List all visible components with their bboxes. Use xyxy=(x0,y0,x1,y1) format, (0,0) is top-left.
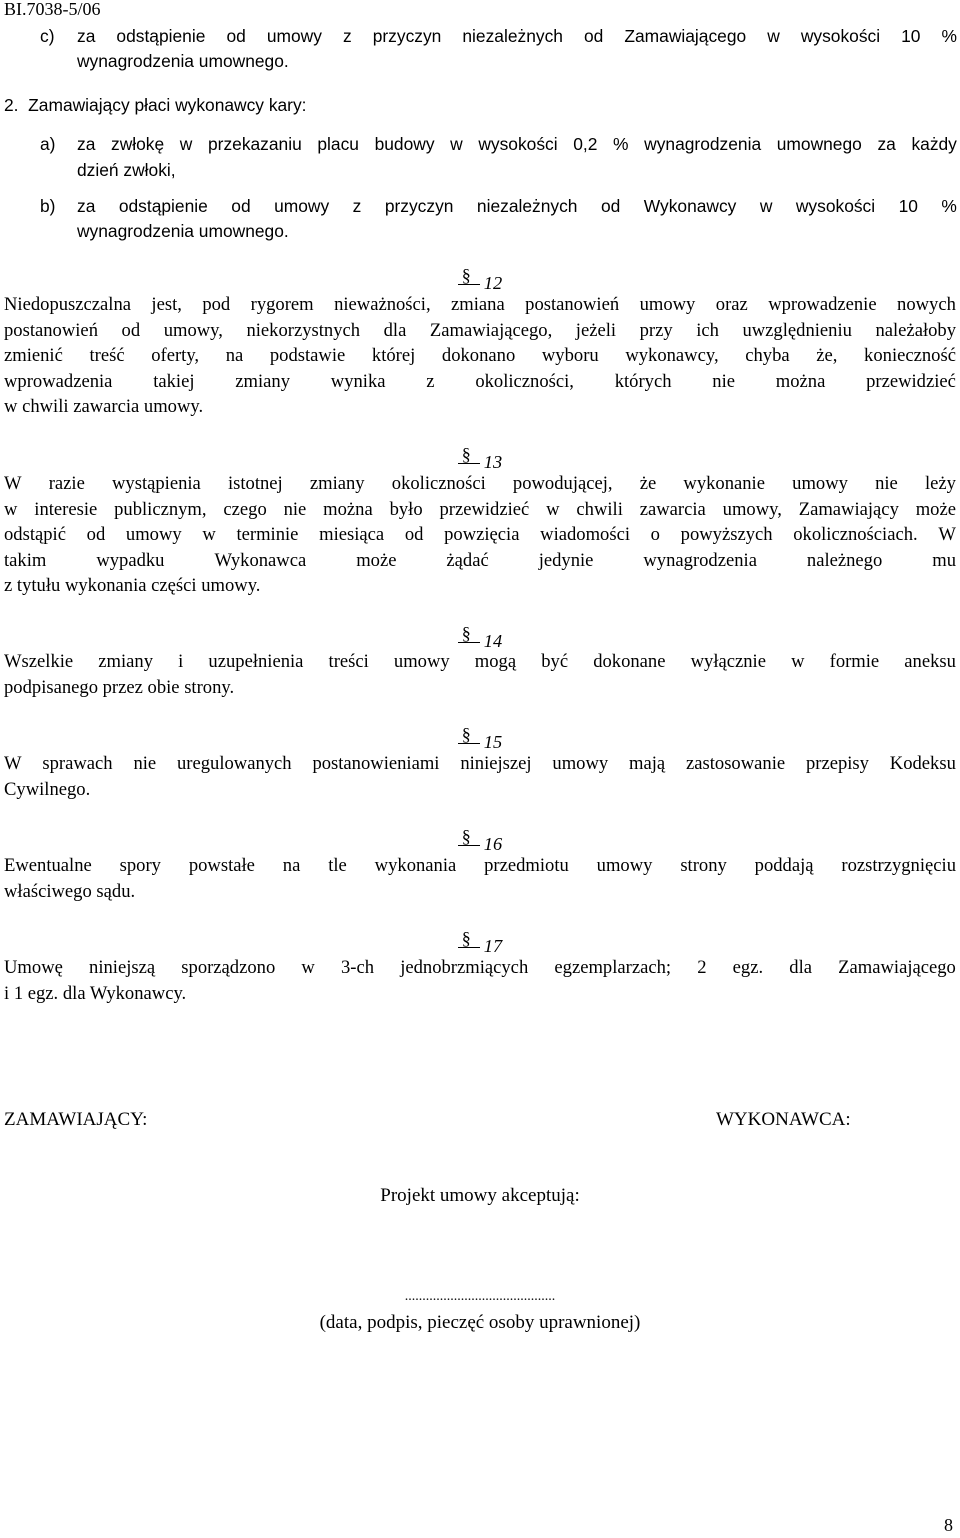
word: przyczyn xyxy=(384,196,454,216)
word: za xyxy=(77,196,96,216)
word: leży xyxy=(924,473,956,494)
word: umowy xyxy=(266,26,322,46)
section-14-last-line: podpisanego przez obie strony. xyxy=(4,676,235,698)
item-a-line-2: dzień zwłoki, xyxy=(77,160,176,180)
word: niniejszą xyxy=(89,957,156,978)
word: dokonane xyxy=(593,651,666,672)
word: 0,2 xyxy=(573,134,598,154)
word: może xyxy=(356,549,397,571)
word: z xyxy=(352,196,362,216)
section-13-line-4 xyxy=(4,548,956,574)
section-14-line-1 xyxy=(4,649,956,675)
word: z xyxy=(342,26,352,46)
word: takim xyxy=(4,549,47,571)
section-sign-icon xyxy=(458,447,480,464)
word: aneksu xyxy=(904,651,956,672)
word: uzupełnienia xyxy=(208,651,304,672)
word: Zamawiającego xyxy=(624,26,747,46)
item-a-label: a) xyxy=(40,134,56,154)
section-12-line-2 xyxy=(4,318,956,344)
word: 10 xyxy=(898,196,918,216)
word: można xyxy=(775,370,826,392)
word: że xyxy=(639,473,657,494)
word: egz. xyxy=(732,957,764,978)
word: rygorem xyxy=(250,294,314,315)
word: której xyxy=(371,345,416,367)
word: od xyxy=(600,196,621,216)
word: zmienić xyxy=(4,345,63,367)
signature-caption: (data, podpis, pieczęć osoby uprawnionej) xyxy=(319,1312,641,1333)
section-15-last-line: Cywilnego. xyxy=(4,778,91,800)
word: w xyxy=(767,26,780,46)
word: % xyxy=(941,196,957,216)
word: uregulowanych xyxy=(176,753,292,774)
word: w xyxy=(301,957,315,978)
word: przewidzieć xyxy=(866,370,956,392)
word: publicznym, xyxy=(114,498,207,520)
word: mogą xyxy=(474,651,517,672)
section-15-line-1 xyxy=(4,751,956,777)
word: można xyxy=(323,498,373,520)
word: wprowadzenia xyxy=(4,370,113,392)
signature-dots: ........................................... xyxy=(404,1289,556,1304)
word: wykonanie xyxy=(683,473,765,494)
word: wysokości xyxy=(795,196,876,216)
word: zmiany xyxy=(309,473,365,494)
word: zmiany xyxy=(98,651,154,672)
word: niezależnych xyxy=(476,196,578,216)
section-number: 14 xyxy=(483,631,503,651)
word: tle xyxy=(328,855,347,876)
section-13-line-2 xyxy=(4,497,956,523)
word: należałoby xyxy=(875,319,956,341)
word: jednobrzmiących xyxy=(400,957,529,978)
word: miesiąca xyxy=(319,524,385,546)
word: Kodeksu xyxy=(889,753,956,774)
word: wiadomości xyxy=(540,524,630,546)
section-number: 16 xyxy=(483,834,503,854)
word: niekorzystnych xyxy=(246,319,361,341)
word: Umowę xyxy=(4,957,63,978)
word: oferty, xyxy=(151,345,200,367)
section-number: 17 xyxy=(483,936,503,956)
section-sign-icon xyxy=(458,268,480,285)
word: chyba xyxy=(745,345,790,367)
word: interesie xyxy=(34,498,98,520)
word: treści xyxy=(328,651,369,672)
word: powzięcia xyxy=(444,524,520,546)
word: Wszelkie xyxy=(4,651,74,672)
word: przepisy xyxy=(805,753,869,774)
item-b-label: b) xyxy=(40,196,56,216)
word: okoliczności xyxy=(391,473,486,494)
word: Ewentualne xyxy=(4,855,92,876)
word: egzemplarzach; xyxy=(554,957,672,978)
word: umowy xyxy=(552,753,609,774)
word: uwzględnieniu xyxy=(742,319,852,341)
document-reference: BI.7038-5/06 xyxy=(4,0,101,19)
word: wyboru xyxy=(541,345,599,367)
word: jeżeli xyxy=(575,319,617,341)
word: wysokości xyxy=(800,26,881,46)
word: od xyxy=(583,26,604,46)
word: nieważności, xyxy=(334,294,431,315)
word: 2 xyxy=(697,957,707,978)
word: odstąpić xyxy=(4,524,66,546)
word: być xyxy=(541,651,569,672)
word: jest, xyxy=(151,294,182,315)
word: wynagrodzenia xyxy=(644,134,762,154)
section-17-last-line: i 1 egz. dla Wykonawcy. xyxy=(4,982,187,1004)
item-c-line-2: wynagrodzenia umownego. xyxy=(77,51,289,71)
word: przyczyn xyxy=(372,26,442,46)
word: postanowień xyxy=(525,294,620,315)
word: za xyxy=(77,26,96,46)
word: mają xyxy=(629,753,666,774)
word: wynagrodzenia xyxy=(643,549,757,571)
section-sign-icon xyxy=(458,626,480,643)
word: postanowień xyxy=(4,319,98,341)
word: podstawie xyxy=(269,345,346,367)
section-13-line-1 xyxy=(4,471,956,497)
word: niniejszej xyxy=(460,753,532,774)
section-16-line-1 xyxy=(4,853,956,879)
word: poddają xyxy=(754,855,814,876)
project-acceptance: Projekt umowy akceptują: xyxy=(380,1185,580,1206)
word: umowy xyxy=(274,196,330,216)
word: w xyxy=(546,498,560,520)
word: jedynie xyxy=(538,549,594,571)
word: nie xyxy=(133,753,157,774)
word: umowy xyxy=(596,855,653,876)
word: na xyxy=(282,855,301,876)
word: umownego xyxy=(776,134,862,154)
word: za xyxy=(877,134,896,154)
word: zmiana xyxy=(451,294,505,315)
word: dokonano xyxy=(441,345,516,367)
word: przedmiotu xyxy=(484,855,569,876)
section-12-line-4 xyxy=(4,369,956,395)
section-16-last-line: właściwego sądu. xyxy=(4,880,136,902)
word: 10 xyxy=(901,26,921,46)
word: wynika xyxy=(330,370,386,392)
word: Zamawiający xyxy=(798,498,899,520)
word: w xyxy=(759,196,773,216)
word: przewidzieć xyxy=(439,498,530,520)
word: z xyxy=(426,370,435,392)
signature-contracting-authority: ZAMAWIAJĄCY: xyxy=(4,1109,148,1130)
word: dla xyxy=(789,957,812,978)
word: powodującej, xyxy=(512,473,613,494)
word: sporządzono xyxy=(181,957,276,978)
word: Wykonawcy xyxy=(643,196,737,216)
word: odstąpienie xyxy=(118,196,208,216)
word: od xyxy=(121,319,141,341)
word: i xyxy=(178,651,184,672)
word: placu xyxy=(317,134,359,154)
word: Niedopuszczalna xyxy=(4,294,131,315)
word: zmiany xyxy=(235,370,290,392)
word: rozstrzygnięciu xyxy=(841,855,956,876)
word: budowy xyxy=(374,134,435,154)
word: w xyxy=(179,134,193,154)
item-b-line-2: wynagrodzenia umownego. xyxy=(77,221,289,241)
word: należnego xyxy=(806,549,883,571)
section-sign-icon xyxy=(458,829,480,846)
word: % xyxy=(613,134,629,154)
word: chwili xyxy=(576,498,623,520)
word: umowy, xyxy=(163,319,223,341)
word: wysokości xyxy=(478,134,558,154)
word: okoliczności, xyxy=(475,370,574,392)
section-12-last-line: w chwili zawarcia umowy. xyxy=(4,396,204,418)
word: o xyxy=(650,524,660,546)
word: wyłącznie xyxy=(690,651,766,672)
section-12-line-1 xyxy=(4,292,956,318)
word: Zamawiającego, xyxy=(429,319,553,341)
word: wykonania xyxy=(374,855,457,876)
word: których xyxy=(614,370,672,392)
word: nie xyxy=(712,370,735,392)
word: nie xyxy=(875,473,898,494)
word: każdy xyxy=(911,134,957,154)
word: umowy xyxy=(393,651,450,672)
word: żądać xyxy=(446,549,489,571)
word: od xyxy=(231,196,251,216)
word: takiej xyxy=(153,370,195,392)
word: istotnej xyxy=(227,473,283,494)
section-17-line-1 xyxy=(4,955,956,981)
item-c-label: c) xyxy=(40,26,55,46)
word: W xyxy=(938,524,956,546)
word: Zamawiającego xyxy=(838,957,956,978)
section-13-line-3 xyxy=(4,522,956,548)
word: powstałe xyxy=(188,855,255,876)
word: od xyxy=(404,524,424,546)
section-sign-icon xyxy=(458,727,480,744)
word: zwłokę xyxy=(111,134,165,154)
word: formie xyxy=(829,651,880,672)
item-a-line-1 xyxy=(77,131,957,157)
word: umowy xyxy=(792,473,848,494)
word: zastosowanie xyxy=(685,753,786,774)
word: postanowieniami xyxy=(312,753,440,774)
word: wypadku xyxy=(96,549,165,571)
item-b-line-1 xyxy=(77,193,957,219)
word: odstąpienie xyxy=(116,26,206,46)
word: treść xyxy=(89,345,125,367)
word: W xyxy=(4,473,22,494)
word: Wykonawca xyxy=(214,549,307,571)
signature-contractor: WYKONAWCA: xyxy=(716,1109,851,1130)
word: za xyxy=(77,134,96,154)
section-12-line-3 xyxy=(4,343,956,369)
section-sign-icon xyxy=(458,931,480,948)
word: spory xyxy=(119,855,161,876)
word: umowy xyxy=(125,524,182,546)
word: W xyxy=(4,753,22,774)
word: wystąpienia xyxy=(112,473,201,494)
word: może xyxy=(915,498,956,520)
word: przekazaniu xyxy=(207,134,302,154)
word: nowych xyxy=(897,294,956,315)
word: konieczność xyxy=(864,345,956,367)
word: umowy xyxy=(639,294,696,315)
word: % xyxy=(941,26,957,46)
word: było xyxy=(389,498,423,520)
section-13-last-line: z tytułu wykonania części umowy. xyxy=(4,575,261,597)
page-number: 8 xyxy=(944,1515,953,1535)
section-number: 13 xyxy=(483,452,503,472)
word: niezależnych xyxy=(462,26,563,46)
word: w xyxy=(450,134,463,154)
word: że, xyxy=(816,345,838,367)
section-number: 15 xyxy=(483,732,503,752)
point-2-text: 2. Zamawiający płaci wykonawcy kary: xyxy=(4,95,307,115)
word: czego xyxy=(223,498,267,520)
word: mu xyxy=(932,549,956,571)
word: ich xyxy=(696,319,719,341)
word: terminie xyxy=(236,524,299,546)
section-number: 12 xyxy=(483,273,503,293)
word: w xyxy=(791,651,805,672)
word: dla xyxy=(383,319,407,341)
word: pod xyxy=(202,294,231,315)
word: wykonawcy, xyxy=(625,345,719,367)
word: nie xyxy=(283,498,307,520)
word: w xyxy=(4,498,18,520)
word: umowy, xyxy=(722,498,782,520)
word: okolicznościach. xyxy=(793,524,918,546)
word: powyższych xyxy=(680,524,773,546)
word: sprawach xyxy=(42,753,113,774)
word: na xyxy=(225,345,244,367)
word: w xyxy=(202,524,216,546)
word: strony xyxy=(680,855,727,876)
word: od xyxy=(226,26,246,46)
word: od xyxy=(86,524,106,546)
item-c-line-1 xyxy=(77,23,957,49)
word: wprowadzenie xyxy=(768,294,877,315)
word: oraz xyxy=(715,294,748,315)
word: 3-ch xyxy=(341,957,375,978)
word: zawarcia xyxy=(639,498,706,520)
word: razie xyxy=(48,473,85,494)
word: przy xyxy=(639,319,673,341)
